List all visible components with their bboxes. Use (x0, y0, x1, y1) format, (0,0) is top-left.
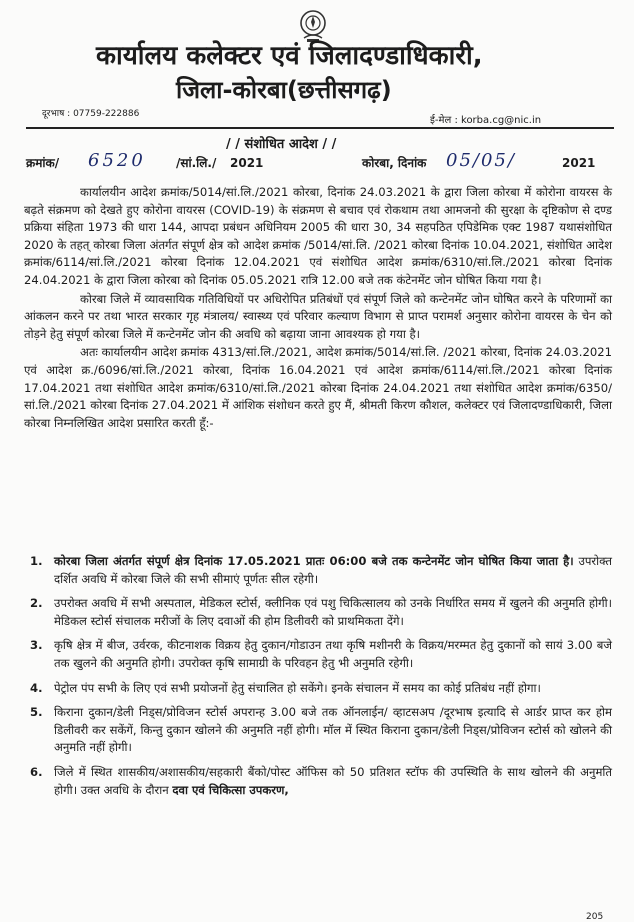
order-number-label: क्रमांक/ (26, 156, 60, 170)
order-body (24, 184, 612, 433)
header-divider (26, 127, 614, 129)
phone-number: दूरभाष : 07759-222886 (42, 109, 140, 119)
list-item (24, 595, 612, 630)
order-date-year: 2021 (562, 156, 596, 170)
office-title-line1: कार्यालय कलेक्टर एवं जिलादण्डाधिकारी, (96, 41, 483, 71)
paragraph-3: अतः कार्यालयीन आदेश क्रमांक 4313/सां.लि./2021, आदेश क्रमांक/5014/सां.लि. /2021 कोरबा, दिनांक 24.03.2021 एवं आदेश क्र./6096/सां.लि./2021 कोरबा, दिनांक 16.04.2021 एवं आदेश क्रमांक/6114/सां.लि./2021 कोरबा दिनांक 17.04.2021 तथा संशोधित आदेश क्रमांक/6310/सां.लि./2021 कोरबा दिनांक 24.04.2021 तथा संशोधित आदेश क्रमांक/6350/सां.लि./2021 कोरबा दिनांक 27.04.2021 में आंशिक संशोधन करते हुए मैं, श्रीमती किरण कौशल, कलेक्टर एवं जिलादण्डाधिकारी, जिला कोरबा निम्नलिखित आदेश प्रसारित करती हूँ:- (24, 345, 612, 430)
paragraph-2: कोरबा जिले में व्यावसायिक गतिविधियों पर अधिरोपित प्रतिबंधों एवं संपूर्ण जिले को कन्टेनमेंट जोन घोषित करने के परिणामों का आंकलन करने पर तथा भारत सरकार गृह मंत्रालय/ स्वास्थ्य एवं परिवार कल्याण विभाग से प्राप्त परामर्श अनुसार कोरोना वायरस के चेन को तोड़ने हेतु संपूर्ण कोरबा जिले में कन्टेनमेंट जोन की अवधि को बढ़ाया जाना आवश्यक हो गया है। (24, 291, 612, 341)
item-bold-text: कोरबा जिला अंतर्गत संपूर्ण क्षेत्र दिनांक 17.05.2021 प्रातः 06:00 बजे तक कन्टेनमेंट जोन घोषित किया जाता है। (54, 554, 574, 568)
item-number: 4. (30, 680, 43, 695)
item-bold-text: दवा एवं चिकित्सा उपकरण, (172, 782, 289, 797)
list-item (24, 553, 612, 588)
item-number: 6. (30, 764, 43, 779)
list-item (24, 680, 612, 698)
item-text: जिले में स्थित शासकीय/अशासकीय/सहकारी बैंको/पोस्ट ऑफिस को 50 प्रतिशत स्टॉफ की उपस्थिति के साथ खोलने की अनुमति होगी। उक्त अवधि के दौरान (54, 764, 612, 797)
order-date-handwritten: 05/05/ (446, 150, 516, 171)
item-number: 3. (30, 638, 43, 653)
item-text: किराना दुकान/डेली निड्स/प्रोविजन स्टोर्स अपरान्ह 3.00 बजे तक ऑनलाईन/ व्हाटसअप /दूरभाष इत्यादि से आर्डर प्राप्त कर होम डिलीवरी कर सकेंगें, किन्तु दुकान खोलने की अनुमति नहीं होगी। मॉल में स्थित किराना दुकान/डेली निड्स/प्रोविजन स्टोर्स को खोलने की अनुमति नहीं होगी। (54, 705, 612, 755)
order-number-year: 2021 (230, 156, 264, 170)
email-address: ई-मेल : korba.cg@nic.in (430, 115, 542, 126)
office-title-line2: जिला-कोरबा(छत्तीसगढ़) (176, 76, 392, 104)
item-text: कृषि क्षेत्र में बीज, उर्वरक, कीटनाशक विक्रय हेतु दुकान/गोडाउन तथा कृषि मशीनरी के विक्रय/मरम्मत हेतु दुकानों को सायं 3.00 बजे तक खुलने की अनुमति होगी। उपरोक्त कृषि सामाग्री के परिवहन हेतु भी अनुमति रहेगी। (54, 638, 612, 670)
item-text: उपरोक्त दर्शित अवधि में कोरबा जिले की सभी सीमाएं पूर्णतः सील रहेगी। (54, 554, 612, 586)
item-number: 2. (30, 596, 43, 611)
item-text: पेट्रोल पंप सभी के लिए एवं सभी प्रयोजनों हेतु संचालित हो सकेंगे। इनके संचालन में समय का कोई प्रतिबंध नहीं होगा। (54, 680, 541, 695)
order-heading: / / संशोधित आदेश / / (226, 137, 337, 152)
item-number: 5. (30, 705, 43, 720)
page-number: 205 (586, 912, 604, 922)
list-item (24, 637, 612, 672)
list-item (24, 764, 612, 799)
item-text: उपरोक्त अवधि में सभी अस्पताल, मेडिकल स्टोर्स, क्लीनिक एवं पशु चिकित्सालय को उनके निर्धारित समय में खुलने की अनुमति होगी। मेडिकल स्टोर्स संचालक मरीजों के लिए दवाओं की होम डिलीवरी को प्राथमिकता देंगे। (54, 596, 612, 628)
order-items-list (24, 553, 612, 806)
order-number-handwritten: 6520 (88, 150, 146, 171)
list-item (24, 704, 612, 757)
order-number-line (26, 150, 616, 180)
item-number: 1. (30, 554, 43, 568)
order-number-suffix: /सां.लि./ (176, 156, 217, 170)
place-date-label: कोरबा, दिनांक (362, 156, 427, 170)
paragraph-1: कार्यालयीन आदेश क्रमांक/5014/सां.लि./2021 कोरबा, दिनांक 24.03.2021 के द्वारा जिला कोरबा में कोरोना वायरस के बढ़ते संक्रमण को देखते हुए कोरोना वायरस (COVID-19) के संक्रमण से बचाव एवं रोकथाम तथा आमजनो की सुरक्षा के दृष्टिकोण से दण्ड प्रक्रिया संहिता 1973 की धारा 144, आपदा प्रबंधन अधिनियम 2005 की धारा 30, 34 सहपठित एपिडेमिक एक्ट 1987 यथासंशोधित 2020 के तहत् कोरबा जिला अंतर्गत संपूर्ण क्षेत्र को आदेश क्रमांक /5014/सां.लि. /2021 कोरबा दिनांक 10.04.2021, संशोधित आदेश क्रमांक/6114/सां.लि./2021 कोरबा दिनांक 12.04.2021 एवं संशोधित आदेश क्रमांक/6310/सां.लि./2021 कोरबा दिनांक 24.04.2021 के द्वारा जिला कोरबा को दिनांक 05.05.2021 रात्रि 12.00 बजे तक कंटेनमेंट जोन घोषित किया गया है। (24, 185, 612, 287)
